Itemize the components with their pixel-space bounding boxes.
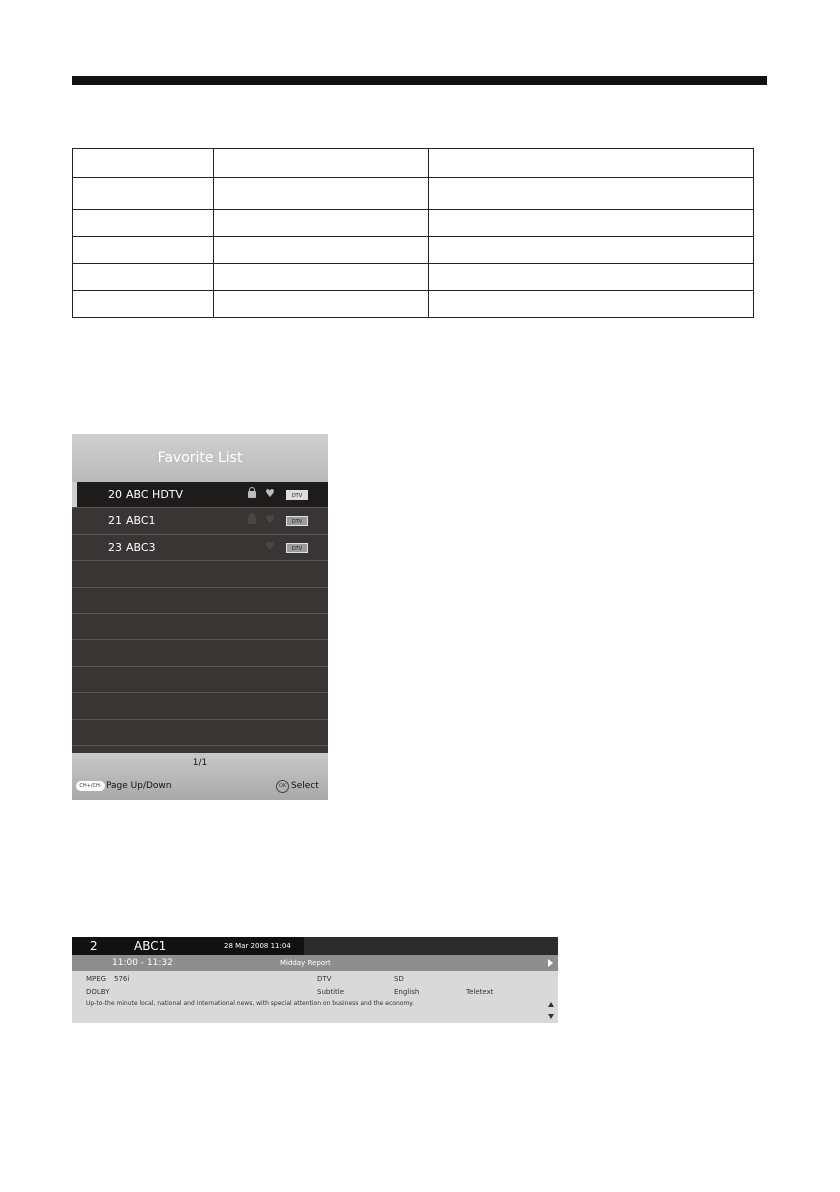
ok-key-icon[interactable]: OK: [276, 780, 289, 793]
heart-icon: ♥: [265, 513, 275, 527]
empty-row: [72, 588, 328, 614]
empty-row: [72, 720, 328, 746]
channel-row[interactable]: [72, 535, 328, 561]
scroll-up-icon[interactable]: [548, 1002, 554, 1007]
header-rule: [72, 76, 767, 85]
favorite-list-panel: [72, 434, 328, 800]
ch-up-down-key[interactable]: CH+/CH-: [76, 781, 105, 791]
info-program-bar: [72, 955, 558, 971]
page-indicator: 1/1: [192, 758, 208, 768]
empty-row: [72, 693, 328, 719]
favorite-list-title: Favorite List: [157, 450, 243, 466]
blank-table: [72, 148, 754, 318]
select-label: Select: [291, 781, 319, 791]
channel-row[interactable]: [72, 508, 328, 534]
info-top-bar: [72, 937, 558, 955]
channel-name: ABC3: [126, 540, 156, 554]
info-definition: SD: [394, 975, 404, 983]
play-arrow-icon[interactable]: [548, 959, 553, 967]
info-date-time: 28 Mar 2008 11:04: [224, 942, 291, 950]
channel-name: ABC1: [126, 514, 156, 528]
info-channel-number: 2: [90, 939, 98, 953]
info-teletext: Teletext: [466, 988, 494, 996]
page-up-down-label: Page Up/Down: [106, 781, 172, 791]
heart-icon: ♥: [265, 539, 275, 553]
empty-row: [72, 561, 328, 587]
info-video-format: MPEG: [86, 975, 107, 983]
empty-row: [72, 667, 328, 693]
info-time-range: 11:00 - 11:32: [112, 958, 173, 968]
empty-row: [72, 640, 328, 666]
info-description: Up-to-the minute local, national and international news, with special attention on business and the economy.: [86, 1000, 414, 1007]
info-language: English: [394, 988, 420, 996]
info-program-title: Midday Report: [280, 959, 331, 967]
scroll-down-icon[interactable]: [548, 1014, 554, 1019]
channel-number: 23: [108, 540, 122, 554]
lock-icon: [248, 491, 256, 498]
favorite-list-footer: [72, 753, 328, 800]
info-channel-name: ABC1: [134, 939, 167, 953]
empty-row: [72, 614, 328, 640]
heart-icon: ♥: [265, 487, 275, 500]
channel-row[interactable]: [72, 482, 328, 508]
info-audio: DOLBY: [86, 988, 110, 996]
channel-info-banner: [72, 937, 558, 1023]
info-resolution: 576i: [114, 975, 130, 983]
channel-name: ABC HDTV: [126, 488, 184, 501]
channel-number: 20: [108, 488, 122, 501]
favorite-list-rows: [72, 482, 328, 746]
dtv-badge: DTV: [286, 543, 308, 553]
dtv-badge: DTV: [286, 490, 308, 500]
channel-number: 21: [108, 514, 122, 528]
favorite-list-header: [72, 434, 328, 482]
dtv-badge: DTV: [286, 516, 308, 526]
lock-icon: [248, 517, 256, 524]
info-type: DTV: [317, 975, 332, 983]
info-subtitle: Subtitle: [317, 988, 345, 996]
